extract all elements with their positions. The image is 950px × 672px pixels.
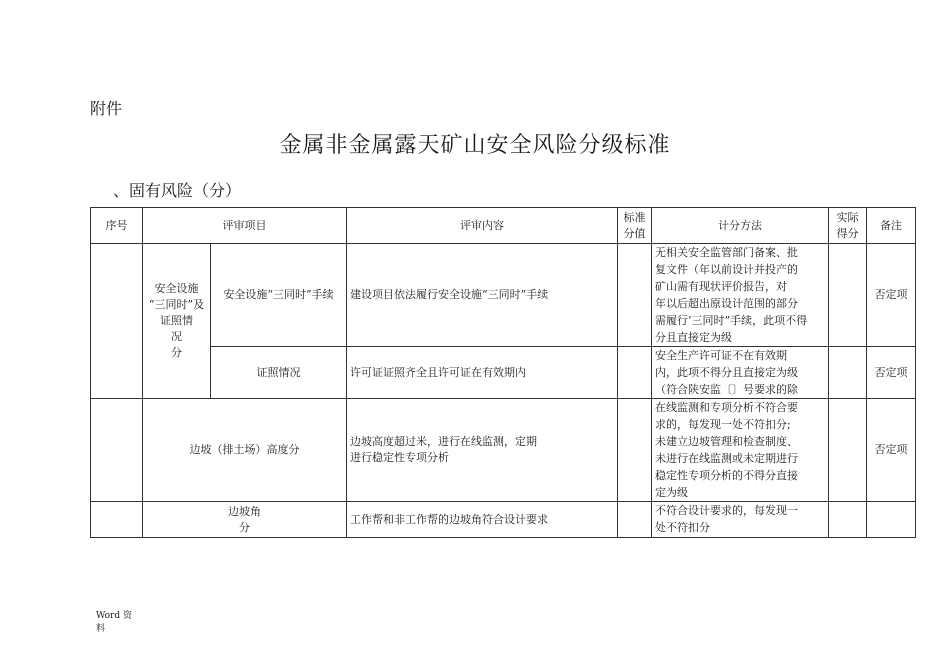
seq-cell — [91, 502, 143, 538]
content-cell: 工作帮和非工作帮的边坡角符合设计要求 — [347, 502, 618, 538]
standard-score-cell — [618, 502, 652, 538]
remark-cell: 否定项 — [867, 244, 916, 347]
content-cell: 建设项目依法履行安全设施“三同时”手续 — [347, 244, 618, 347]
section-heading: 、固有风险（分） — [113, 181, 242, 200]
table-header-row — [91, 208, 916, 244]
sub-item-cell: 安全设施“三同时”手续 — [211, 244, 347, 347]
table-row — [91, 244, 916, 347]
header-remark: 备注 — [867, 208, 916, 244]
header-standard-score: 标准 分值 — [618, 208, 652, 244]
remark-cell — [867, 502, 916, 538]
actual-score-cell — [829, 347, 867, 399]
standard-score-cell — [618, 347, 652, 399]
header-item: 评审项目 — [143, 208, 347, 244]
header-seq: 序号 — [91, 208, 143, 244]
category-cell: 安全设施 “三同时”及 证照情 况 分 — [143, 244, 211, 399]
content-cell: 边坡高度超过米，进行在线监测，定期 进行稳定性专项分析 — [347, 399, 618, 502]
header-method: 计分方法 — [652, 208, 829, 244]
remark-cell: 否定项 — [867, 347, 916, 399]
seq-cell — [91, 244, 143, 399]
risk-standard-table — [90, 207, 916, 538]
table-row — [91, 347, 916, 399]
remark-cell: 否定项 — [867, 399, 916, 502]
actual-score-cell — [829, 399, 867, 502]
method-cell: 无相关安全监管部门备案、批 复文件（年以前设计并投产的 矿山需有现状评价报告，对 年以后超出原设计范围的部分 需履行’三同时”手续，此项不得 分且直接定为级 — [652, 244, 829, 347]
actual-score-cell — [829, 502, 867, 538]
item-cell: 边坡角 分 — [143, 502, 347, 538]
method-cell: 安全生产许可证不在有效期 内，此项不得分且直接定为级 （符合陕安监〔〕号要求的除 — [652, 347, 829, 399]
sub-item-cell: 证照情况 — [211, 347, 347, 399]
seq-cell — [91, 399, 143, 502]
content-cell: 许可证证照齐全且许可证在有效期内 — [347, 347, 618, 399]
method-cell: 在线监测和专项分析不符合要 求的，每发现一处不符扣分; 未建立边坡管理和检查制度、 未进行在线监测或未定期进行 稳定性专项分析的不得分直接 定为级 — [652, 399, 829, 502]
method-cell: 不符合设计要求的，每发现一 处不符扣分 — [652, 502, 829, 538]
table-row — [91, 502, 916, 538]
header-actual-score: 实际 得分 — [829, 208, 867, 244]
item-cell: 边坡（排土场）高度分 — [143, 399, 347, 502]
actual-score-cell — [829, 244, 867, 347]
standard-score-cell — [618, 399, 652, 502]
header-content: 评审内容 — [347, 208, 618, 244]
document-title: 金属非金属露天矿山安全风险分级标准 — [279, 133, 671, 158]
table-row — [91, 399, 916, 502]
attachment-label: 附件 — [90, 99, 123, 118]
standard-score-cell — [618, 244, 652, 347]
page-footer: Word 资 料 — [96, 611, 132, 634]
